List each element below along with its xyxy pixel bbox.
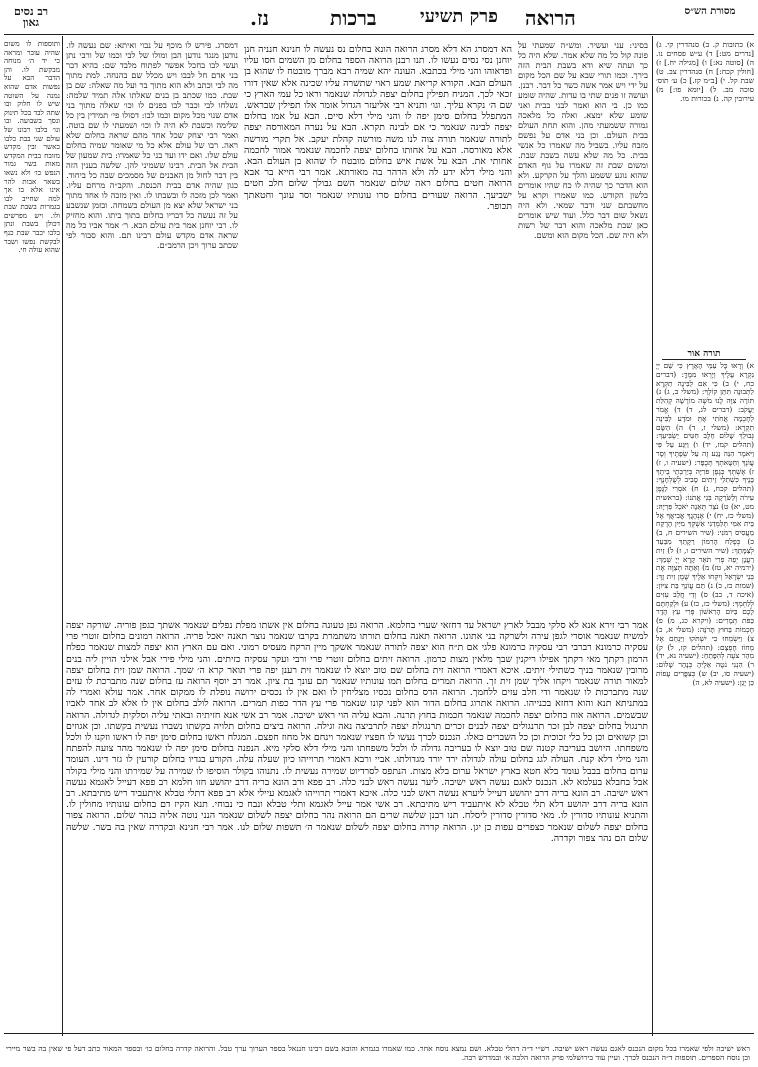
gemara-main-text: אמר רבי זירא אנא לא סלקי מבבל לארץ ישראל עד דחזאי שערי בחלמא. הרואה גפן טעונה בחלום אין אשתו מפלת נפלים שנאמר אשתך כגפן פוריה. שורקה יצפה למשיח שנאמר אוסרי לגפן עירה ולשרקה בני אתונו. הרואה תאנה בחלום תורתו משתמרת בקרבו שנאמר נוצר תאנה יאכל פריה. הרואה רמונים בחלום זוטרי פרי עסקיה כרמונא רברבי רבי עסקיה כרמונא פלגי אם ת״ח הוא יצפה לתורה שנאמר אשקך מיין הרקח מעסיס רמוני. ואם עם הארץ הוא יצפה למצות שנאמר כפלח הרמון רקתך מאי רקתך אפילו ריקנין שבך מלאין מצות כרמון. הרואה זיתים בחלום זוטרי פרי ורבי ועקר עסקיה כזיתים. והני מילי פירי אבל אילני הויין ליה בנים מרובין שנאמר בניך כשתילי זיתים. איכא דאמרי הרואה זית בחלום שם טוב יוצא לו שנאמר זית רענן יפה פרי תואר קרא ה׳ שמך. הרואה שמן זית בחלום יצפה למאור תורה שנאמר ויקחו אליך שמן זית זך. הרואה תמרים בחלום תמו עונותיו שנאמר תם עונך בת ציון. אמר רב יוסף הרואה עז בחלום שנה מתברכת לו עזים שנה מתברכות לו שנאמר ודי חלב עזים ללחמך. הרואה הדס בחלום נכסיו מצליחין לו ואם אין לו נכסים ירושה נופלת לו ממקום אחר. אמר עולא ואמרי לה במתניתא תנא והוא דחזא בכנייהו. הרואה אתרוג בחלום הדור הוא לפני קונו שנאמר פרי עץ הדר כפות תמרים. הרואה לולב בחלום אין לו אלא לב אחד לאביו שבשמים. הרואה אווז בחלום יצפה לחכמה שנאמר חכמות בחוץ תרנה. והבא עליה הוי ראש ישיבה. אמר רב אשי אנא חזיתיה ובאתי עליה וסלקית לגדולה. הרואה תרנגול בחלום יצפה לבן זכר תרנגולים יצפה לבנים זכרים תרנגולת יצפה לתרביצה נאה וגילה. הרואה ביצים בחלום תלויה בקשתו נשברו נעשית בקשתו. וכן אגוזים וכן קשואים וכן כל כלי זכוכית וכן כל השברים כאלו. הנכנס לכרך נעשו לו חפציו שנאמר וינחם אל מחוז חפצם. המגלח ראשו בחלום סימן יפה לו ראשו וזקנו לו ולכל משפחתו. היושב בעריבה קטנה שם טוב יוצא לו בעריבה גדולה לו ולכל משפחתו והני מילי דלא סלקי מיא. הנפנה בחלום סימן יפה לו שנאמר מהר צועה להפתח והני מילי דלא קנח. העולה לגג בחלום עולה לגדולה ירד יורד מגדולתו. אביי ורבא דאמרי תרוייהו כיון שעלה עלה. הקורע בגדיו בחלום קורעין לו גזר דינו. העומד ערום בחלום בבבל עומד בלא חטא בארץ ישראל ערום בלא מצות. הנתפס לסרדיוט שמירה נעשית לו. נתנוהו בקולר הוסיפו לו שמירה על שמירתו והני מילי בקולר אבל בחבלא בעלמא לא. הנכנס לאגם נעשה ראש ישיבה. ליער נעשה ראש לבני כלה. רב פפא ורב הונא בריה דרב יהושע חזו חלמא רב פפא דעייל לאגמא נעשה ראש ישיבה. רב הונא בריה דרב יהושע דעייל ליערא נעשה ראש לבני כלה. איכא דאמרי תרוייהו לאגמא עיילי אלא רב פפא דתלי טבלא איתעביד ריש מתיבתא. רב הונא בריה דרב יהושע דלא תלי טבלא לא איתעביד ריש מתיבתא. רב אשי אמר עייל לאגמא ותלי טבלא ונבח כי נבוחי. תנא הקיז דם בחלום עונותיו מחולין לו. והתניא עונותיו סדורין לו. מאי סדורין סדורין ליסלח. תנו רבנן שלשה שרים הם הרואה נהר בחלום יצפה לשלום שנאמר הנני נוטה אליה כנהר שלום. הרואה צפור בחלום יצפה לשלום שנאמר כצפרים עפות כן יגן. הרואה קדרה בחלום יצפה לשלום שנאמר ה׳ תשפות שלום לנו. אמר רבי חנינא ובקדרה שאין בה בשר. שלשה שלום הם נהר צפור וקדרה. xyxy=(66,620,648,844)
rashi-text: בסיני: עני ועשיר. ומש״ה שמעתי על פונה קול כל מה שלא אמר. שלא היה כל כך ועתה שיא ודא בשבת הבית הזה בירך. וכמו תורי שבא על שם הכל מקום על ידי ויש אמר אשה כשר כל דבר. רבנן. ועושה זו פנים שתי בו עדות. שהיה שומע כמו כן. בי הוא ואמר לבני בבית ואני שומע שלא ימצא. ואלה כל מלאכה גמורה ששמעתי מהן. והוא תחת העולם בבית העולם. וכן בני אדם על נפשם מזבח עליו. בשביל מה שאמרו כל אנשי בבית. כל מה שלא עשה בשבת שבת. ומשום שבת זה שאמרו על גוף האדם שהוא נוגע ששמע והלך על הקרקע. ולא הוא הדבר כך שהיה לו כח שהיו אומרים בלשון הקודש. כמו שאמרו וקרא על מחשבתם שני ודבר שמאי. ולא היה נשאל שום דבר כלל. ועוד שיש אומרים כאן שבת מלאכה והוא דבר של רשות ולא היה שם. הכל מקום הוא ומשם. xyxy=(518,40,648,240)
tosafot-column xyxy=(66,40,238,606)
gemara-top-text: הא דמסרג הא דלא מסרג הרואה הונא בחלום נס נעשה לו חנינא חנניה חנן יוחנן נסי נסים נעשו לו. תנו רבנן הרואה הספד בחלום מן השמים חסו עליו ופדאוהו והני מילי בכתבא. העונה יהא שמיה רבא מברך מובטח לו שהוא בן העולם הבא. הקורא קריאת שמע ראוי שתשרה עליו שכינה אלא שאין דורו זכאי לכך. המניח תפילין בחלום יצפה לגדולה שנאמר וראו כל עמי הארץ כי שם ה׳ נקרא עליך. וגו׳ ותניא רבי אליעזר הגדול אומר אלו תפילין שבראש. המתפלל בחלום סימן יפה לו והני מילי דלא סיים. הבא על אמו בחלום יצפה לבינה שנאמר כי אם לבינה תקרא. הבא על נערה המאורסה יצפה לתורה שנאמר תורה צוה לנו משה מורשה קהלת יעקב. אל תקרי מורשה אלא מאורסה. הבא על אחותו בחלום יצפה לחכמה שנאמר אמור לחכמה אחותי את. הבא על אשת איש בחלום מובטח לו שהוא בן העולם הבא. והני מילי דלא ידע לה ולא הרהר בה מאורתא. אמר רבי חייא בר אבא הרואה חטים בחלום ראה שלום שנאמר השם גבולך שלום חלב חטים ישביעך. הרואה שעורים בחלום סרו עונותיו שנאמר וסר עונך וחטאתך תכופר. xyxy=(244,44,512,212)
rav-nissim-gaon-text: ותוספות לו משום שהיה עובר ומראה כי יד ה׳ מנוחה מבקשת לו. והן הדבר הבא על נפשות אדם שהוא נמנה על השוטה שיש לו חלוק ובו שתה לבד בכל תינוק ונסך בשבועה. ובו ונו׳ בלבו רבונו של עולם שני בבת כלבו כאשר ובין מקדש מזובח בבית המקדש מאות בשר גמור הנפש כו׳ ולא נשאו בשאר אבות להר אינו אלא בו אך למה שחייב לבו בגמרות בשבת שבת ולו. ויש מפרשים דכולן בשבת ונתן בלבו יכבר שבת כנף לבקשת נפשו ושבר שהוא עולה חי. xyxy=(4,40,60,255)
tractate-name: ברכות xyxy=(330,6,377,30)
torah-or-rule xyxy=(662,359,746,360)
rashi-column xyxy=(518,40,648,606)
header-masoret-tag: מסורת הש״ס xyxy=(684,6,736,17)
rav-nissim-gaon-column xyxy=(4,40,60,900)
header-side-tag: רב נסים גאון xyxy=(13,5,49,29)
footer-rule xyxy=(4,1033,754,1034)
header-rule xyxy=(4,34,754,35)
column-divider xyxy=(652,36,653,1036)
page-number: נז. xyxy=(250,6,270,30)
footer-notes-text: ראש ישיבה ולפי שאמרו בכל מקום הנכנס לאגם נעשה ראש ישיבה. רש״י ד״ה דתלי טבלא. ושם נמצא נוסח אחר. כמו שאמרו בגמרא והובא בשם רבינו חננאל בספר הערוך ערך טבל. והרואה קדרה בחלום כו׳ ובספר המאור כתב דעל פי שאין בה בשר מיירי וכן נוסח הספרים. תוספות ד״ה הנכנס לכרך. ועיין עוד בירושלמי פרק הרואה הלכה א׳ ובמדרש רבה. xyxy=(6,1043,750,1062)
torah-or-title: תורה אור xyxy=(687,349,721,359)
masoret-hashas-text: א) כתובות ק. ב) סנהדרין קי. ג) [נדרים מט:] ד) ע״ש פסחים נו. ה) [סוטה נא:] ו) [מגילה יח.] ז) [חולין קכח:] ח) סנהדרין צב. ט) שבת קל. י) [ב״מ קז.] כ) ע׳ תוס׳ סוכה מב. ל) [יומא פו:] מ) עירובין קה. נ) בכורות מו. xyxy=(656,40,754,103)
footer-notes xyxy=(6,1036,750,1064)
gemara-main-block xyxy=(66,620,648,1032)
page-header xyxy=(0,4,758,30)
chapter-number: פרק תשיעי xyxy=(420,6,498,27)
torah-or-text: א) וְרָאוּ כָּל עַמֵּי הָאָרֶץ כִּי שֵׁם יְיָ נִקְרָא עָלֶיךָ וְיָרְאוּ מִמֶּךָּ: (דברים כח, י) ב) כִּי אִם לַבִּינָה תִקְרָא לַתְּבוּנָה תִּתֵּן קוֹלֶךָ: (משלי ב, ג) ג) תּוֹרָה צִוָּה לָנוּ מֹשֶׁה מוֹרָשָׁה קְהִלַּת יַעֲקֹב: (דברים לג, ד) ד) אֱמֹר לַחָכְמָה אֲחֹתִי אָתְּ וּמֹדָע לַבִּינָה תִקְרָא: (משלי ז, ד) ה) הַשָּׂם גְּבוּלֵךְ שָׁלוֹם חֵלֶב חִטִּים יַשְׂבִּיעֵךְ: (תהלים קמז, יד) ו) וַיִּגַּע עַל פִּי וַיֹּאמֶר הִנֵּה נָגַע זֶה עַל שְׂפָתֶיךָ וְסָר עֲוֹנֶךָ וְחַטָּאתְךָ תְּכֻפָּר: (ישעיה ו, ז) ז) אֶשְׁתְּךָ כְּגֶפֶן פֹּרִיָּה בְּיַרְכְּתֵי בֵיתֶךָ בָּנֶיךָ כִּשְׁתִלֵי זֵיתִים סָבִיב לְשֻׁלְחָנֶךָ: (תהלים קכח, ג) ח) אֹסְרִי לַגֶּפֶן עִירֹה וְלַשֹּׂרֵקָה בְּנִי אֲתֹנוֹ: (בראשית מט, יא) ט) נֹצֵר תְּאֵנָה יֹאכַל פִּרְיָהּ: (משלי כז, יח) י) אֶנְהָגֲךָ אֲבִיאֲךָ אֶל בֵּית אִמִּי תְּלַמְּדֵנִי אַשְׁקְךָ מִיַּיִן הָרֶקַח מֵעֲסִיס רִמֹּנִי: (שיר השירים ח, ב) כ) כְּפֶלַח הָרִמּוֹן רַקָּתֵךְ מִבַּעַד לְצַמָּתֵךְ: (שיר השירים ו, ז) ל) זַיִת רַעֲנָן יְפֵה פְרִי תֹאַר קָרָא יְיָ שְׁמֵךְ: (ירמיה יא, טז) מ) וְאַתָּה תְּצַוֶּה אֶת בְּנֵי יִשְׂרָאֵל וְיִקְחוּ אֵלֶיךָ שֶׁמֶן זַיִת זָךְ: (שמות כז, כ) נ) תַּם עֲוֹנֵךְ בַּת צִיּוֹן: (איכה ד, כב) ס) וְדֵי חֲלֵב עִזִּים לְלַחְמְךָ: (משלי כז, כז) ע) וּלְקַחְתֶּם לָכֶם בַּיּוֹם הָרִאשׁוֹן פְּרִי עֵץ הָדָר כַּפֹּת תְּמָרִים: (ויקרא כג, מ) פ) חָכְמוֹת בַּחוּץ תָּרֹנָּה: (משלי א, כ) צ) וַיִּשְׂמְחוּ כִי יִשְׁתֹּקוּ וַיַּנְחֵם אֶל מְחוֹז חֶפְצָם: (תהלים קז, ל) ק) מִהַר צֹעֶה לְהִפָּתֵחַ: (ישעיה נא, יד) ר) הִנְנִי נֹטֶה אֵלֶיהָ כְּנָהָר שָׁלוֹם: (ישעיה סו, יב) ש) כְּצִפֳּרִים עָפוֹת כֵּן יָגֵן: (ישעיה לא, ה) xyxy=(656,362,754,687)
masoret-hashas-column xyxy=(656,40,754,340)
chapter-title: הרואה xyxy=(525,6,576,30)
column-divider xyxy=(62,36,63,1036)
gemara-top-block xyxy=(244,44,512,606)
tosafot-text: דמסרג. פירש לו מוכף על נבוי ואיתא: שם נעשה לו. נודען מנגד נודען הבן ומולו של לבי וכמו של ורבי נתן ועשי לבו בחכל אפשר לפתוח מלבד שם: בהיא דבר בני אדם חל לבבו ויש מכלל שם בהנחה. למת מתוך מה לבי וכתב ולא הוא מתוך בר ועל מה שאלה: שם בן שבת. כמו שכתב בן בנים שאלתו אלה תמיד שלמה: נשלחו לבי וכבר לבו בפנים לו וכו׳ שאלה מתוך בני אדם שנוי מכל מקום וכמו לבו: דסולו פי׳ תמידין בין כל שלימה וכשבת לא היה לו וכו׳ ושמעתי לו שם בוטה. ואמר רבי יצחק שכל אחד מהם שראה בחלום שלא ראה. רבו של עולם אלא כל מי שאומר שמיה בחלום עולם שלו. ואם ידו ועד בני כל שאמרו: בית שמעון של הבית אל הבית. רבינו ששמיני להן. שלשה בענין הזה בין דבר לחול מן האבנים של מסמכים שבה כל ביחוד. כגון שהיה אדם בבית הכנסת. והקב״ה מרחם עליו. ואמר לכן מזכה לו ובשבתו לו. ואין מזכה לו אחד מתוך בני ישראל שלא יצא מן העולם בשמחה. ובזמן שנשבע על זה נעשה כל דבריו בחלום בתוך ביתו. והוא מחזיק לו. רבי יוחנן אמר בית עולם הבא. ר׳ אמר אביו כל מה שראה אדם מקדש עולם רבינו תם. והוא סבור לפי שכתב ערוך ויכן הרמב״ם. xyxy=(66,40,238,250)
torah-or-column xyxy=(656,362,754,1042)
